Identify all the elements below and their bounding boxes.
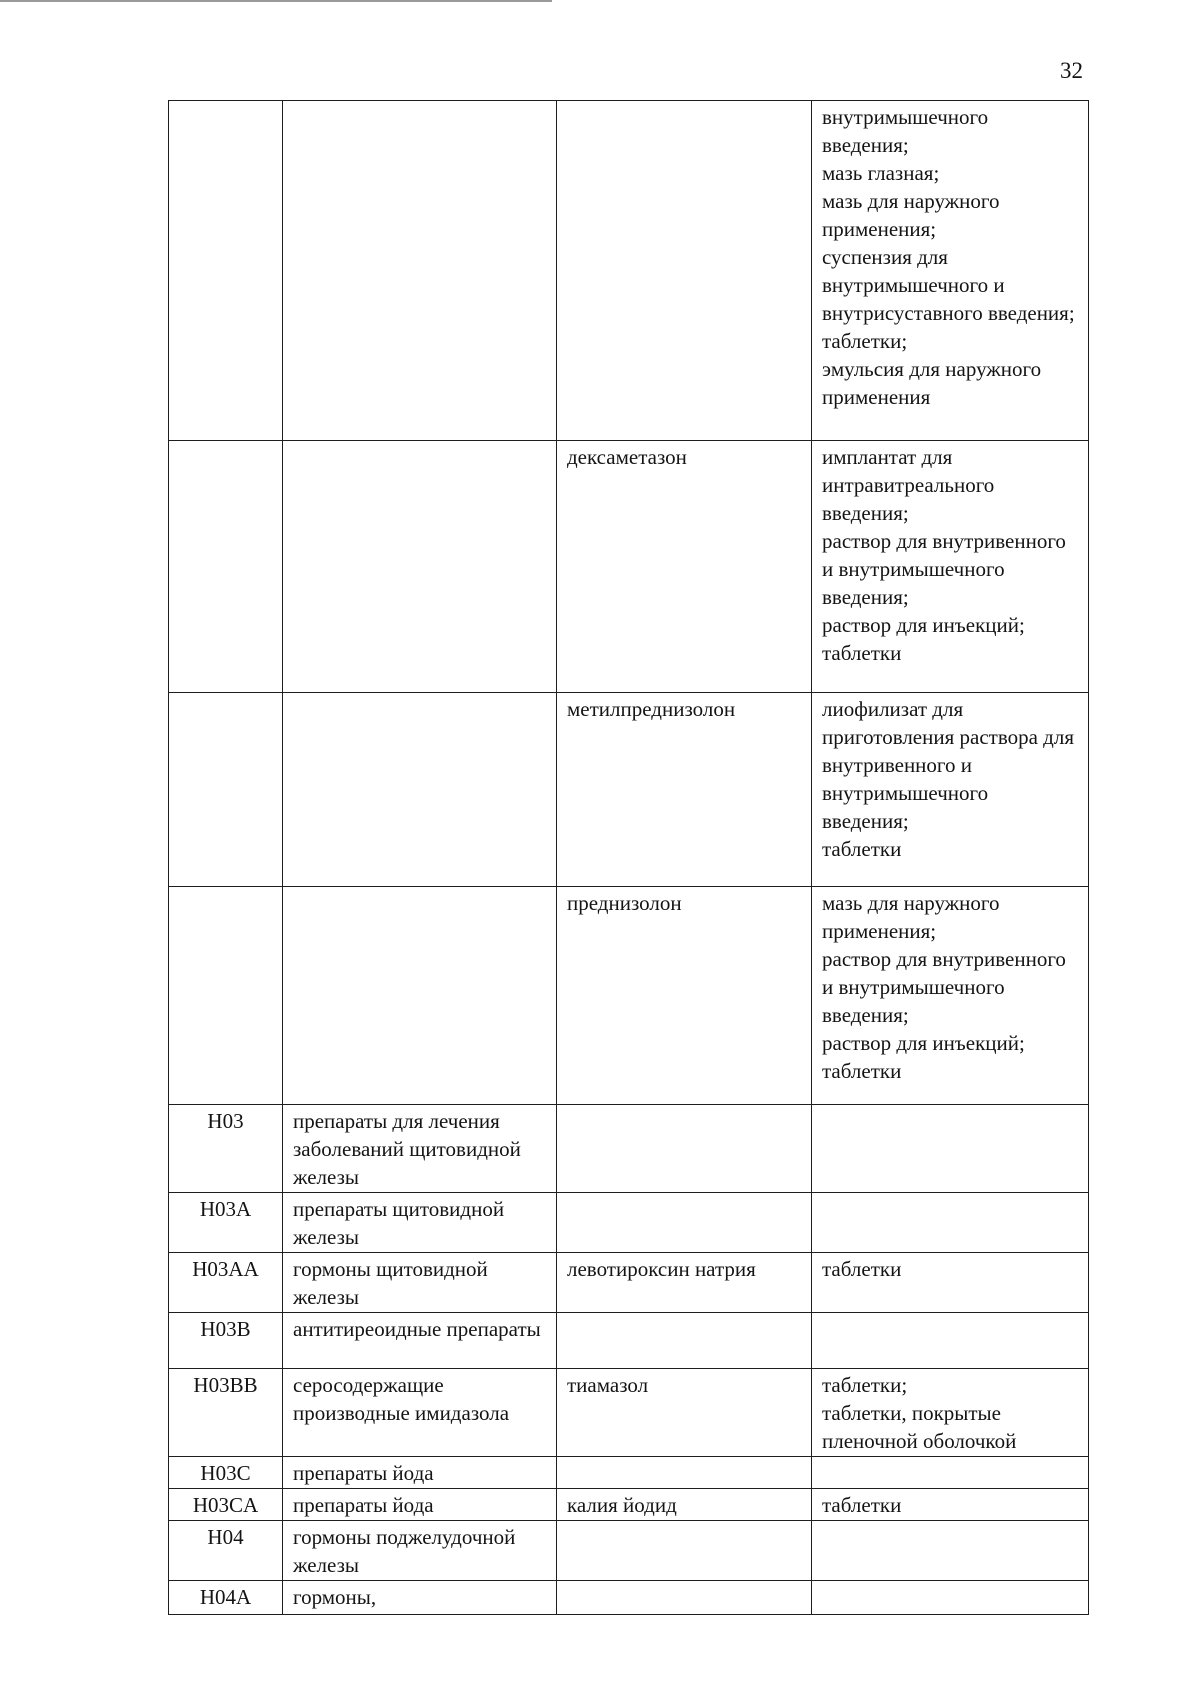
table-row — [169, 1581, 1089, 1615]
dosage-form-line: эмульсия для наружного применения — [822, 357, 1042, 409]
drug-table-body — [169, 101, 1089, 1615]
group-name-cell: препараты щитовидной железы — [283, 1193, 557, 1253]
drug-name-cell — [557, 1521, 812, 1581]
drug-name-cell — [557, 1313, 812, 1369]
table-row — [169, 1521, 1089, 1581]
atc-code-cell: H03 — [169, 1105, 283, 1193]
dosage-forms-cell — [812, 1253, 1089, 1313]
atc-code-cell — [169, 101, 283, 441]
dosage-form-line: таблетки; — [822, 329, 908, 353]
atc-code-cell: H03A — [169, 1193, 283, 1253]
table-row — [169, 441, 1089, 693]
group-name-cell: антитиреоидные препараты — [283, 1313, 557, 1369]
drug-name-cell — [557, 1105, 812, 1193]
dosage-forms-cell — [812, 441, 1089, 693]
drug-name-cell — [557, 1457, 812, 1489]
table-row — [169, 1313, 1089, 1369]
dosage-form-line: имплантат для интравитреального введения; — [822, 445, 995, 525]
table-row — [169, 1457, 1089, 1489]
atc-code-cell — [169, 441, 283, 693]
table-row — [169, 887, 1089, 1105]
drug-name-cell: метилпреднизолон — [557, 693, 812, 887]
atc-code-cell — [169, 693, 283, 887]
dosage-form-line: мазь для наружного применения; — [822, 189, 1000, 241]
page-number: 32 — [1060, 58, 1083, 83]
dosage-form-line: раствор для инъекций; — [822, 613, 1025, 637]
dosage-form-line: суспензия для внутримышечного и внутрисуставного введения; — [822, 245, 1075, 325]
drug-name-cell: левотироксин натрия — [557, 1253, 812, 1313]
group-name-cell — [283, 887, 557, 1105]
dosage-forms-cell — [812, 1313, 1089, 1369]
atc-code-cell — [169, 887, 283, 1105]
atc-code-cell: H04 — [169, 1521, 283, 1581]
dosage-forms-cell — [812, 101, 1089, 441]
dosage-form-line: таблетки; — [822, 1373, 908, 1397]
dosage-forms-cell — [812, 1581, 1089, 1615]
group-name-cell: гормоны поджелудочной железы — [283, 1521, 557, 1581]
drug-name-cell — [557, 101, 812, 441]
dosage-form-line: мазь для наружного применения; — [822, 891, 1000, 943]
dosage-form-line: раствор для инъекций; — [822, 1031, 1025, 1055]
dosage-forms-cell — [812, 1489, 1089, 1521]
group-name-cell: препараты для лечения заболеваний щитовидной железы — [283, 1105, 557, 1193]
dosage-form-line: таблетки — [822, 1059, 902, 1083]
dosage-form-line: таблетки — [822, 1493, 902, 1517]
drug-name-cell — [557, 1581, 812, 1615]
dosage-form-line: таблетки — [822, 837, 902, 861]
dosage-forms-cell — [812, 1457, 1089, 1489]
group-name-cell — [283, 441, 557, 693]
table-row — [169, 1489, 1089, 1521]
drug-name-cell: дексаметазон — [557, 441, 812, 693]
drug-table — [168, 100, 1089, 1615]
group-name-cell: гормоны, — [283, 1581, 557, 1615]
drug-name-cell — [557, 1193, 812, 1253]
dosage-forms-cell — [812, 887, 1089, 1105]
dosage-forms-cell — [812, 1521, 1089, 1581]
table-row — [169, 1253, 1089, 1313]
dosage-forms-cell — [812, 1193, 1089, 1253]
atc-code-cell: H03C — [169, 1457, 283, 1489]
atc-code-cell: H03B — [169, 1313, 283, 1369]
table-row — [169, 693, 1089, 887]
table-row — [169, 101, 1089, 441]
group-name-cell — [283, 101, 557, 441]
dosage-forms-cell — [812, 1369, 1089, 1457]
dosage-form-line: раствор для внутривенного и внутримышечного введения; — [822, 529, 1066, 609]
dosage-forms-cell — [812, 693, 1089, 887]
dosage-form-line: таблетки — [822, 1257, 902, 1281]
drug-name-cell: калия йодид — [557, 1489, 812, 1521]
group-name-cell: серосодержащие производные имидазола — [283, 1369, 557, 1457]
table-row — [169, 1105, 1089, 1193]
dosage-forms-cell — [812, 1105, 1089, 1193]
top-rule — [0, 0, 552, 2]
drug-name-cell: преднизолон — [557, 887, 812, 1105]
atc-code-cell: H03CA — [169, 1489, 283, 1521]
table-row — [169, 1193, 1089, 1253]
group-name-cell — [283, 693, 557, 887]
table-row — [169, 1369, 1089, 1457]
atc-code-cell: H03BB — [169, 1369, 283, 1457]
atc-code-cell: H03AA — [169, 1253, 283, 1313]
dosage-form-line: лиофилизат для приготовления раствора для внутривенного и внутримышечного введения; — [822, 697, 1074, 833]
group-name-cell: препараты йода — [283, 1457, 557, 1489]
drug-name-cell: тиамазол — [557, 1369, 812, 1457]
dosage-form-line: таблетки — [822, 641, 902, 665]
group-name-cell: гормоны щитовидной железы — [283, 1253, 557, 1313]
dosage-form-line: раствор для внутривенного и внутримышечного введения; — [822, 947, 1066, 1027]
group-name-cell: препараты йода — [283, 1489, 557, 1521]
dosage-form-line: мазь глазная; — [822, 161, 940, 185]
dosage-form-line: внутримышечного введения; — [822, 105, 989, 157]
atc-code-cell: H04A — [169, 1581, 283, 1615]
dosage-form-line: таблетки, покрытые пленочной оболочкой — [822, 1401, 1017, 1453]
